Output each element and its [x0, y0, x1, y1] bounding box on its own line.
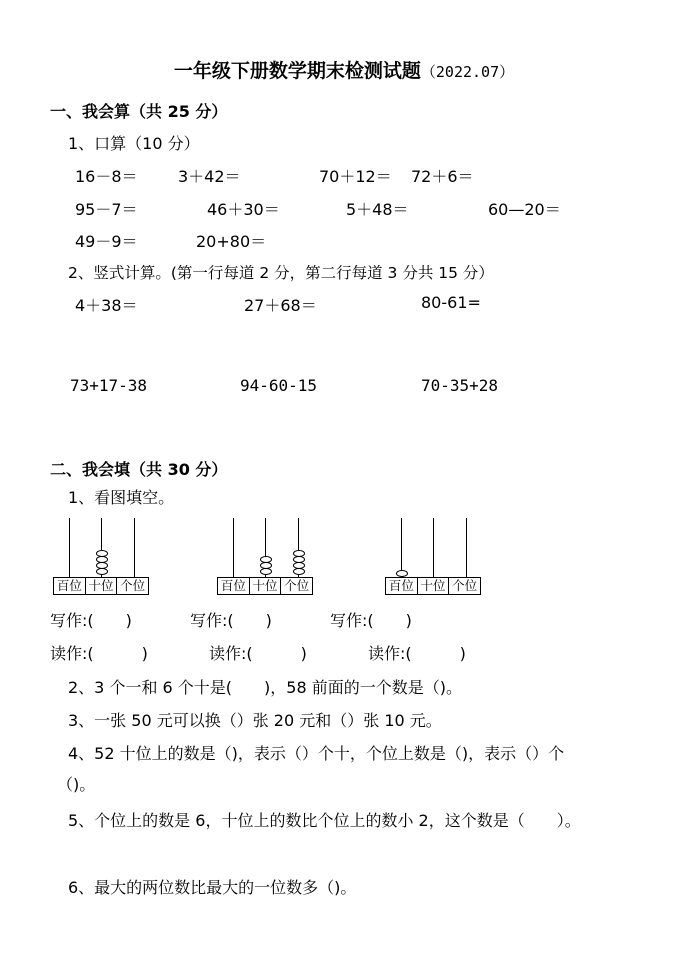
s2-q4-line1: 4、52 十位上的数是（)，表示（）个十，个位上数是（)，表示（）个 — [68, 744, 565, 763]
q1-label: 1、口算（10 分） — [68, 134, 200, 153]
abacus-3-base — [385, 577, 481, 595]
write-answer-3: 写作:( ) — [330, 611, 412, 630]
oral-r2-c2: 46＋30＝ — [207, 200, 280, 219]
abacus-3 — [385, 518, 481, 598]
place-ones-label: 个位 — [284, 578, 310, 593]
s2-q5: 5、个位上的数是 6，十位上的数比个位上的数小 2，这个数是（ ）。 — [68, 811, 581, 830]
oral-r3-c1: 49－9＝ — [75, 232, 138, 251]
s2-q2: 2、3 个一和 6 个十是( )，58 前面的一个数是（)。 — [68, 678, 462, 697]
oral-r2-c4: 60—20＝ — [488, 200, 561, 219]
bead — [293, 568, 305, 575]
title-date: （2022.07） — [420, 63, 515, 81]
vertical-r1-c2: 27＋68＝ — [244, 296, 317, 315]
abacus-2-base — [217, 577, 313, 595]
place-tens-label: 十位 — [418, 578, 450, 594]
q2-label: 2、竖式计算。(第一行每道 2 分，第二行每道 3 分共 15 分） — [68, 264, 494, 282]
write-answer-1: 写作:( ) — [50, 611, 132, 630]
abacus-1 — [53, 518, 149, 598]
vertical-r1-c3: 80-61= — [421, 293, 481, 312]
page-title — [0, 56, 688, 83]
place-hundreds-label: 百位 — [54, 578, 86, 594]
s2-q3: 3、一张 50 元可以换（）张 20 元和（）张 10 元。 — [68, 711, 442, 730]
oral-r1-c1: 16－8＝ — [75, 167, 138, 186]
read-answer-1: 读作:( ) — [50, 644, 148, 663]
write-answer-2: 写作:( ) — [190, 611, 272, 630]
read-answer-3: 读作:( ) — [368, 644, 466, 663]
section-1-heading: 一、我会算（共 25 分） — [50, 102, 228, 121]
place-hundreds-label: 百位 — [218, 578, 250, 594]
place-ones-label: 个位 — [120, 578, 146, 593]
abacus-2 — [217, 518, 313, 598]
vertical-r1-c1: 4＋38＝ — [75, 296, 138, 315]
bead — [260, 568, 272, 575]
vertical-r2-c3: 70-35+28 — [421, 376, 499, 395]
place-hundreds-label: 百位 — [386, 578, 418, 594]
oral-r2-c1: 95－7＝ — [75, 200, 138, 219]
oral-r1-c3: 70＋12＝ — [319, 167, 392, 186]
s2-q1-label: 1、看图填空。 — [68, 488, 175, 507]
oral-r1-c4: 72＋6＝ — [411, 167, 474, 186]
bead — [396, 570, 408, 577]
bead — [96, 568, 108, 575]
vertical-r2-c1: 73+17-38 — [70, 376, 148, 395]
place-tens-label: 十位 — [86, 578, 118, 594]
place-tens-label: 十位 — [250, 578, 282, 594]
s2-q4-line2: （)。 — [57, 775, 96, 794]
abacus-1-base — [53, 577, 149, 595]
section-2-heading: 二、我会填（共 30 分） — [50, 460, 228, 479]
oral-r3-c2: 20+80＝ — [196, 232, 267, 251]
title-main: 一年级下册数学期末检测试题 — [173, 60, 421, 82]
oral-r2-c3: 5＋48＝ — [346, 200, 409, 219]
oral-r1-c2: 3＋42＝ — [178, 167, 241, 186]
s2-q6: 6、最大的两位数比最大的一位数多（)。 — [68, 878, 357, 897]
read-answer-2: 读作:( ) — [209, 644, 307, 663]
vertical-r2-c2: 94-60-15 — [240, 376, 318, 395]
place-ones-label: 个位 — [452, 578, 478, 593]
